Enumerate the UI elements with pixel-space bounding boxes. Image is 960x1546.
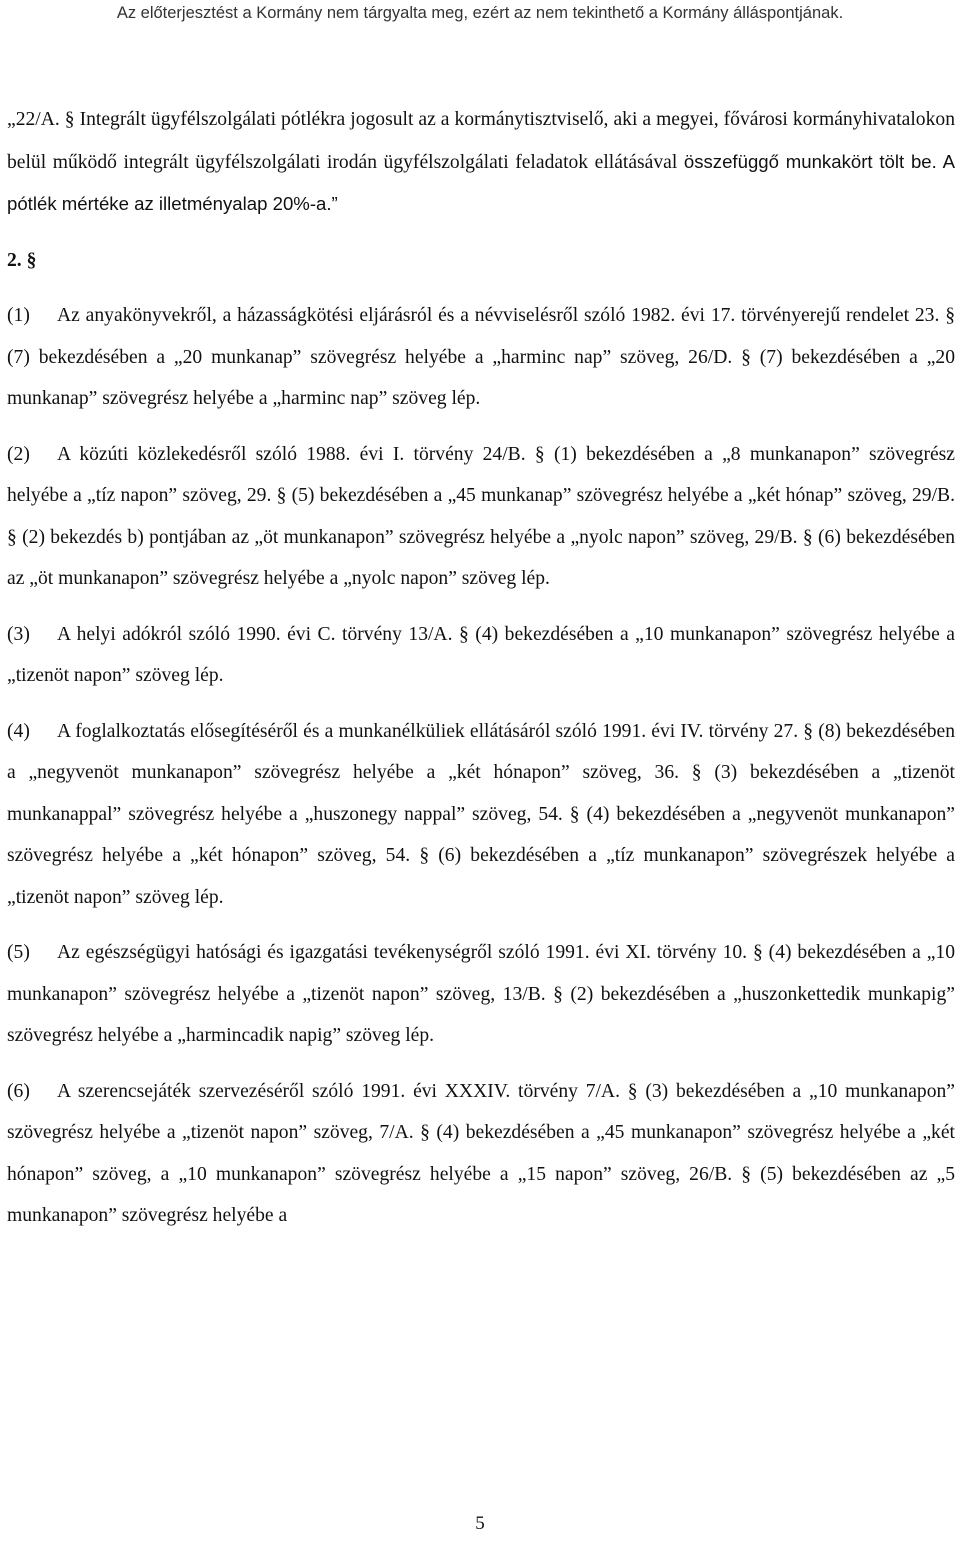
subsection-6 bbox=[7, 1071, 955, 1237]
paragraph-22a-text-sans: összefüggő munkakört tölt be. A pótlék mértéke az illetményalap 20%-a.” bbox=[7, 150, 955, 214]
section-title: 2. § bbox=[7, 249, 37, 271]
document-body bbox=[7, 99, 955, 1237]
subsection-3 bbox=[7, 614, 955, 697]
subsection-2-text: A közúti közlekedésről szóló 1988. évi I. törvény 24/B. § (1) bekezdésében a „8 munkanapon” szövegrész helyébe a „tíz napon” szöveg, 29. § (5) bekezdésében a „45 munkanap” szövegrész helyébe a „két hónap” szöveg, 29/B. § (2) bekezdés b) pontjában az „öt munkanapon” szövegrész helyébe a „nyolc napon” szöveg, 29/B. § (6) bekezdésében az „öt munkanapon” szövegrész helyébe a „nyolc napon” szöveg lép. bbox=[7, 443, 955, 589]
subsection-5 bbox=[7, 932, 955, 1057]
subsection-2 bbox=[7, 434, 955, 600]
subsection-6-number: (6) bbox=[7, 1080, 30, 1102]
subsection-3-text: A helyi adókról szóló 1990. évi C. törvény 13/A. § (4) bekezdésében a „10 munkanapon” szövegrész helyébe a „tizenöt napon” szöveg lép. bbox=[7, 623, 955, 686]
subsection-3-number: (3) bbox=[7, 623, 30, 645]
subsection-1-text: Az anyakönyvekről, a házasságkötési eljárásról és a névviselésről szóló 1982. évi 17. törvényerejű rendelet 23. § (7) bekezdésében a „20 munkanap” szövegrész helyébe a „harminc nap” szöveg, 26/D. § (7) bekezdésében a „20 munkanap” szövegrész helyébe a „harminc nap” szöveg lép. bbox=[7, 305, 955, 409]
subsection-4 bbox=[7, 711, 955, 919]
subsection-6-text: A szerencsejáték szervezéséről szóló 1991. évi XXXIV. törvény 7/A. § (3) bekezdésében a „10 munkanapon” szövegrész helyébe a „tizenöt napon” szöveg, 7/A. § (4) bekezdésében a „45 munkanapon” szövegrész helyébe a „két hónapon” szöveg, a „10 munkanapon” szövegrész helyébe a „15 napon” szöveg, 26/B. § (5) bekezdésében az „5 munkanapon” szövegrész helyébe a bbox=[7, 1080, 955, 1226]
subsection-1 bbox=[7, 295, 955, 420]
subsection-5-text: Az egészségügyi hatósági és igazgatási tevékenységről szóló 1991. évi XI. törvény 10. § (4) bekezdésében a „10 munkanapon” szövegrész helyébe a „tizenöt napon” szöveg, 13/B. § (2) bekezdésében a „huszonkettedik munkapig” szövegrész helyébe a „harmincadik napig” szöveg lép. bbox=[7, 942, 955, 1046]
subsection-2-number: (2) bbox=[7, 443, 30, 465]
subsection-5-number: (5) bbox=[7, 942, 30, 963]
subsection-1-number: (1) bbox=[7, 305, 30, 326]
disclaimer-header: Az előterjesztést a Kormány nem tárgyalta meg, ezért az nem tekinthető a Kormány álláspontjának. bbox=[116, 4, 844, 22]
paragraph-22a-text: „22/A. § Integrált ügyfélszolgálati pótlékra jogosult az a kormánytisztviselő, aki a megyei, fővárosi kormányhivatalokon belül működő integrált ügyfélszolgálati irodán ügyfélszolgálati feladatok ellátásával bbox=[7, 109, 955, 173]
page-number: 5 bbox=[475, 1513, 485, 1534]
subsection-4-text: A foglalkoztatás elősegítéséről és a munkanélküliek ellátásáról szóló 1991. évi IV. törvény 27. § (8) bekezdésében a „negyvenöt munkanapon” szövegrész helyébe a „két hónapon” szöveg, 36. § (3) bekezdésében a „tizenöt munkanappal” szövegrész helyébe a „huszonegy nappal” szöveg, 54. § (4) bekezdésében a „negyvenöt munkanapon” szövegrész helyébe a „két hónapon” szöveg, 54. § (6) bekezdésében a „tíz munkanapon” szövegrészek helyébe a „tizenöt napon” szöveg lép. bbox=[7, 720, 955, 908]
subsection-4-number: (4) bbox=[7, 720, 30, 742]
paragraph-22a bbox=[7, 99, 955, 226]
